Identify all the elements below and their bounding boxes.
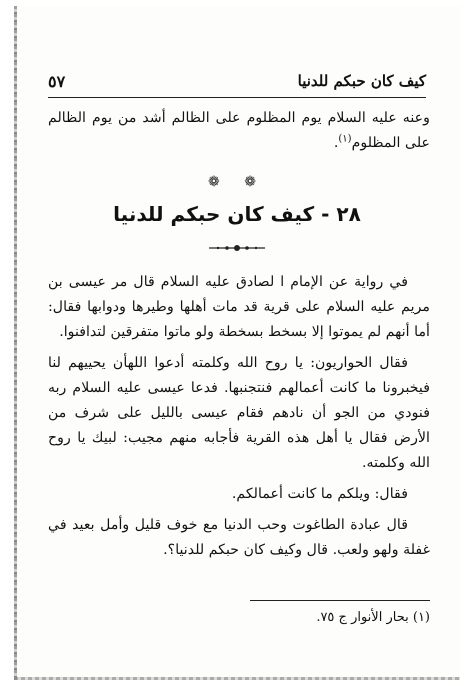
page-edge-left xyxy=(14,6,17,680)
intro-paragraph-end: . xyxy=(333,135,339,151)
footnote-marker: (١) xyxy=(412,610,430,625)
paragraph: فقال: ويلكم ما كانت أعمالكم. xyxy=(231,486,408,502)
section-title: ٢٨ - كيف كان حبكم للدنيا xyxy=(113,202,361,226)
intro-paragraph xyxy=(48,106,430,156)
page-edge-bottom xyxy=(14,677,460,680)
paragraph: فقال الحواريون: يا روح الله وكلمته أدعوا اللهأن يحييهم لنا فيخبرونا ما كانت أعمالهم فنتجنبها. فدعا عيسى عليه السلام ربه فنودي من الجو أن نادهم فقام عيسى بالليل على شرف من الأرض فقال يا أهل هذه القرية فأجابه منهم مجيب: لبيك يا روح الله وكلمته. xyxy=(48,355,430,471)
footnote xyxy=(48,608,430,628)
title-divider-ornament xyxy=(207,242,267,254)
section-ornament: ❁ ❁ xyxy=(208,174,266,190)
paragraph: في رواية عن الإمام ا لصادق عليه السلام قال مر عيسى بن مريم عليه السلام على قرية قد مات أهلها وطيرها ودوابها فقال: أما أنهم لم يموتوا إلا بسخط بسخطة ولو ماتوا متفرقين لتدافنوا. xyxy=(48,274,430,340)
footnote-rule xyxy=(250,600,430,601)
footnote-text: بحار الأنوار ج ٧٥. xyxy=(316,610,409,625)
running-header xyxy=(48,72,426,98)
running-header-title: كيف كان حبكم للدنيا xyxy=(297,72,426,90)
header-rule xyxy=(48,97,426,98)
intro-text xyxy=(48,106,430,156)
book-page xyxy=(14,6,460,680)
page-number: ٥٧ xyxy=(48,72,66,91)
footnote-reference: (١) xyxy=(338,133,352,145)
main-text xyxy=(48,270,430,563)
intro-paragraph-text: وعنه عليه السلام يوم المظلوم على الظالم أشد من يوم الظالم على المظلوم xyxy=(48,110,430,151)
paragraph: قال عبادة الطاغوت وحب الدنيا مع خوف قليل وأمل بعيد في غفلة ولهو ولعب. قال وكيف كان حبكم للدنيا؟. xyxy=(48,517,430,558)
